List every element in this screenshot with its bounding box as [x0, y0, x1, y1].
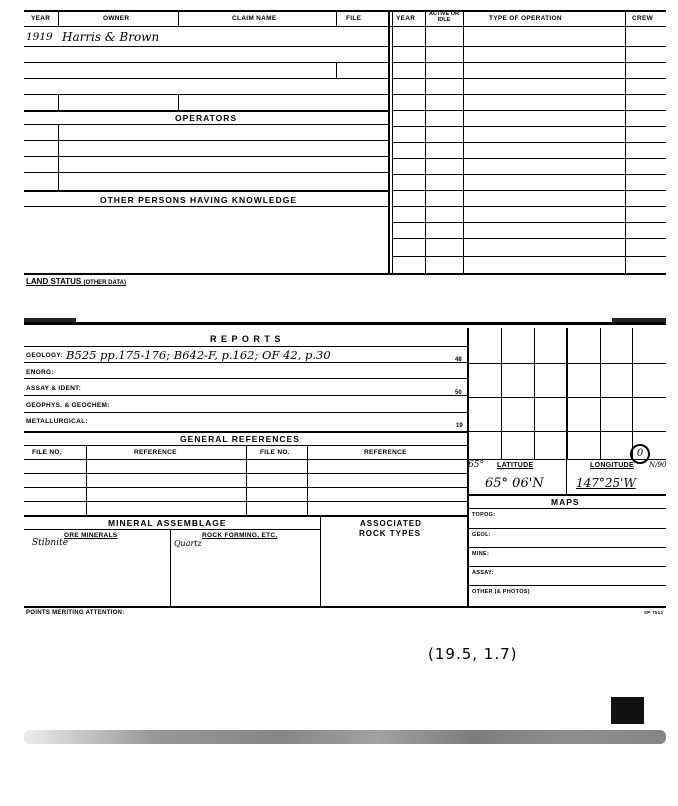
ore-minerals-label: ORE MINERALS	[64, 532, 118, 539]
assay-ident-label: ASSAY & IDENT:	[26, 385, 82, 392]
general-references-heading: GENERAL REFERENCES	[180, 434, 300, 444]
lat-prefix: 65°	[468, 460, 484, 470]
ref-reference-1: REFERENCE	[134, 449, 177, 456]
header-claim-name: CLAIM NAME	[232, 15, 277, 22]
scan-smudge	[24, 730, 666, 744]
rock-forming-label: ROCK FORMING, ETC.	[202, 532, 278, 539]
mineral-assemblage-heading: MINERAL ASSEMBLAGE	[108, 518, 227, 528]
maps-assay: ASSAY:	[472, 570, 494, 576]
maps-topog: TOPOG:	[472, 512, 496, 518]
assay-num: 50	[455, 390, 462, 396]
header-year: YEAR	[31, 15, 51, 22]
operators-heading: OPERATORS	[175, 113, 238, 123]
entry-owner: Harris & Brown	[62, 30, 160, 44]
header-crew: CREW	[632, 15, 654, 22]
rock-types-label: ROCK TYPES	[359, 529, 422, 538]
geology-label: GEOLOGY:	[26, 352, 63, 359]
maps-mine: MINE:	[472, 551, 490, 557]
header-type-of-operation: TYPE OF OPERATION	[489, 15, 562, 22]
latitude-value: 65° 06'N	[485, 476, 544, 491]
header-owner: OWNER	[103, 15, 130, 22]
geology-num: 48	[455, 357, 462, 363]
ref-file-no-1: FILE NO.	[32, 449, 62, 456]
latitude-label: LATITUDE	[497, 462, 534, 469]
points-meriting-attention: POINTS MERITING ATTENTION:	[26, 610, 125, 616]
land-status-sub: (OTHER DATA)	[83, 280, 126, 286]
land-status-label	[26, 277, 126, 286]
ore-minerals-value: Stibnite	[32, 538, 69, 548]
maps-other: OTHER (& PHOTOS)	[472, 589, 530, 595]
longitude-value: 147°25'W	[576, 476, 636, 490]
other-persons-heading: OTHER PERSONS HAVING KNOWLEDGE	[100, 195, 298, 205]
header-year-2: YEAR	[396, 15, 416, 22]
grid-note: (19.5, 1.7)	[428, 645, 518, 663]
associated-label: ASSOCIATED	[360, 519, 422, 528]
ref-file-no-2: FILE NO.	[260, 449, 290, 456]
header-active-idle: ACTIVE OR IDLE	[429, 11, 459, 23]
maps-heading: MAPS	[551, 497, 580, 507]
metallurgical-label: METALLURGICAL:	[26, 418, 88, 425]
entry-year: 1919	[26, 31, 53, 43]
ref-reference-2: REFERENCE	[364, 449, 407, 456]
longitude-suffix: N/90	[649, 461, 667, 469]
rock-forming-value: Quartz	[174, 539, 202, 548]
form-number: SP 7512	[644, 610, 664, 615]
scan-block	[611, 697, 644, 724]
engrg-label: ENGRG:	[26, 369, 54, 376]
geology-value: B525 pp.175-176; B642-F, p.162; OF 42, p.30	[66, 348, 331, 362]
header-file: FILE	[346, 15, 362, 22]
metallurgical-num: 19	[456, 423, 463, 429]
geophys-label: GEOPHYS. & GEOCHEM:	[26, 402, 110, 409]
reports-heading: R E P O R T S	[210, 334, 282, 344]
maps-geol: GEOL:	[472, 532, 491, 538]
land-status-text: LAND STATUS	[26, 277, 82, 286]
circled-mark: 0	[630, 444, 650, 464]
longitude-label: LONGITUDE	[590, 462, 634, 469]
